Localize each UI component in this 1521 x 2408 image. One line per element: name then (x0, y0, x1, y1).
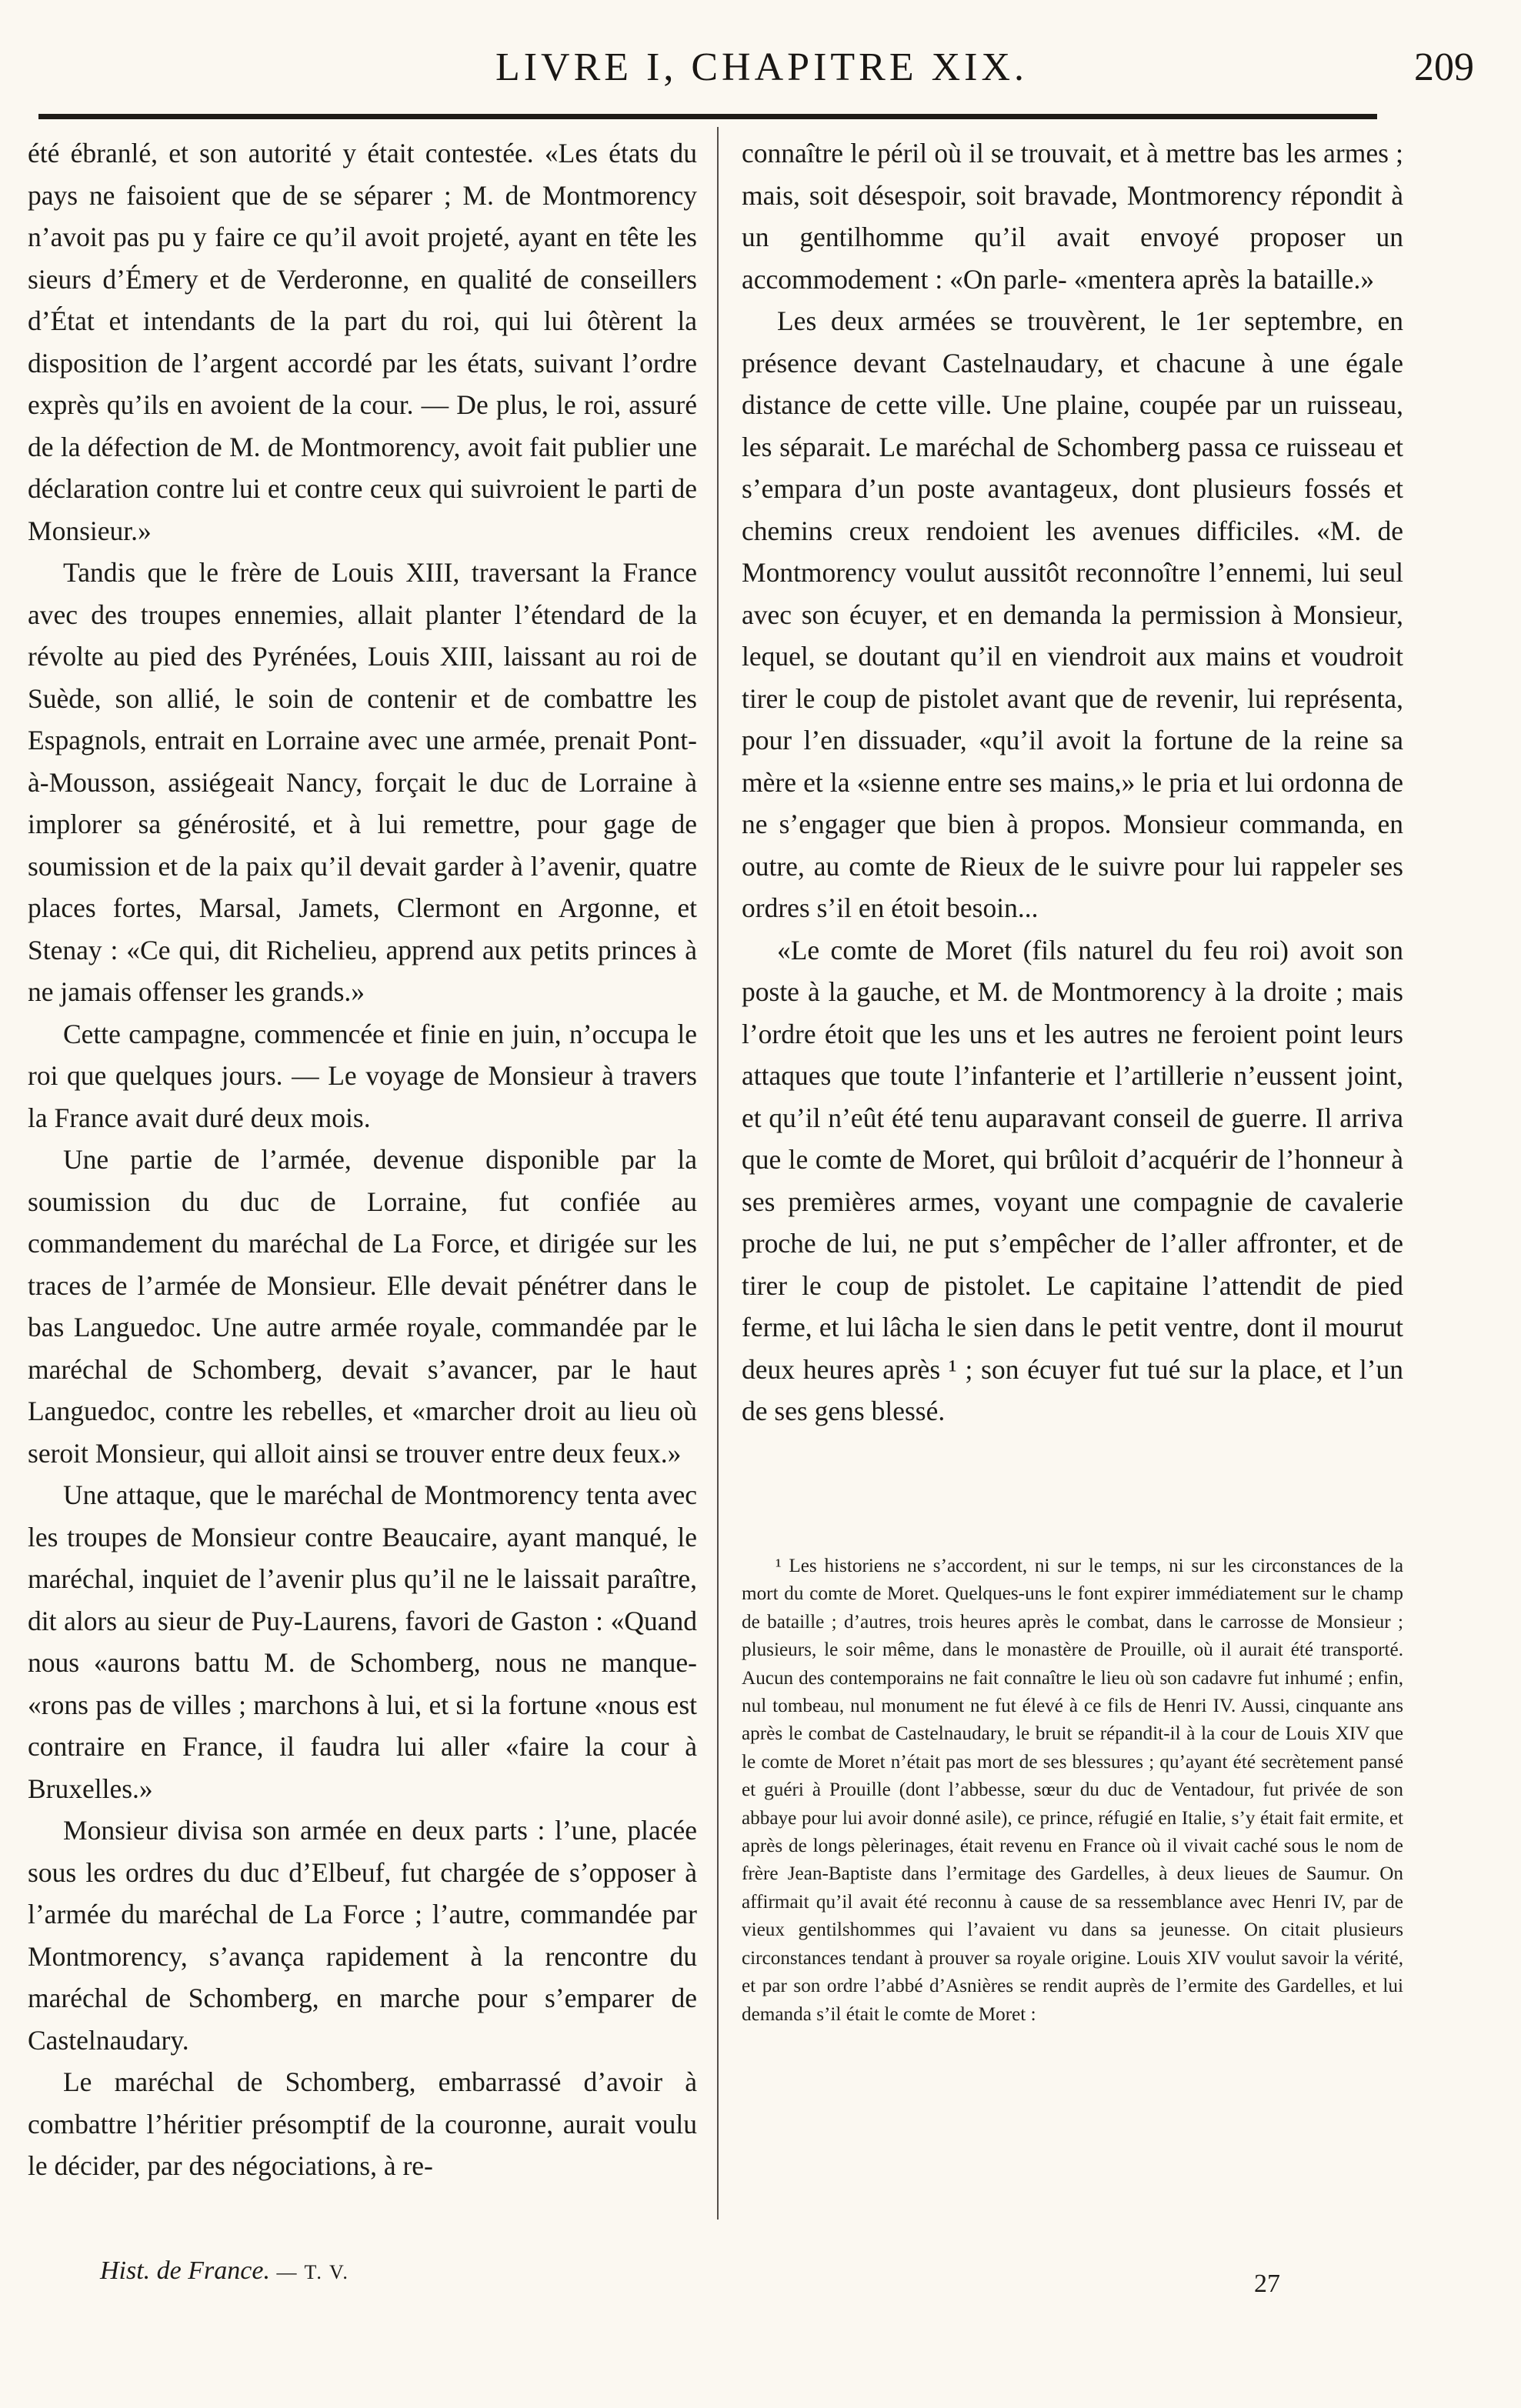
paragraph: été ébranlé, et son autorité y était contestée. «Les états du pays ne faisoient que de se séparer ; M. de Montmorency n’avoit pas pu y faire ce qu’il avoit projeté, ayant en tête les sieurs d’Émery et de Verderonne, en qualité de conseillers d’État et intendants de la part du roi, qui lui ôtèrent la disposition de l’argent accordé par les états, suivant l’ordre exprès qu’ils en avoient de la cour. — De plus, le roi, assuré de la défection de M. de Montmorency, avoit fait publier une déclaration contre lui et contre ceux qui suivroient le parti de Monsieur.» (28, 138, 697, 546)
paragraph: connaître le péril où il se trouvait, et à mettre bas les armes ; mais, soit désespoir, soit bravade, Montmorency répondit à un gentilhomme qu’il avait envoyé proposer un accommodement : «On parle- «mentera après la bataille.» (742, 138, 1403, 295)
paragraph: Tandis que le frère de Louis XIII, traversant la France avec des troupes ennemies, allait planter l’étendard de la révolte au pied des Pyrénées, Louis XIII, laissant au roi de Suède, son allié, le soin de contenir et de combattre les Espagnols, entrait en Lorraine avec une armée, prenait Pont-à-Mousson, assiégeait Nancy, forçait le duc de Lorraine à implorer sa générosité, et à lui remettre, pour gage de soumission et de la paix qu’il devait garder à l’avenir, quatre places fortes, Marsal, Jamets, Clermont en Argonne, et Stenay : «Ce qui, dit Richelieu, apprend aux petits princes à ne jamais offenser les grands.» (28, 557, 697, 1007)
paragraph: Cette campagne, commencée et finie en juin, n’occupa le roi que quelques jours. — Le voyage de Monsieur à travers la France avait duré deux mois. (28, 1018, 697, 1133)
printer-signature (100, 2256, 349, 2286)
left-column (28, 132, 697, 2187)
column-divider (717, 127, 719, 2220)
sheet-number: 27 (1254, 2270, 1280, 2298)
footnote: ¹ Les historiens ne s’accordent, ni sur le temps, ni sur les circonstances de la mort du comte de Moret. Quelques-uns le font expirer immédiatement sur le champ de bataille ; d’autres, trois heures après le combat, dans le carrosse de Monsieur ; plusieurs, le soir même, dans le monastère de Prouille, où il aurait été transporté. Aucun des contemporains ne fait connaître le lieu où son cadavre fut inhumé ; enfin, nul tombeau, nul monument ne fut élevé à ce fils de Henri IV. Aussi, cinquante ans après le combat de Castelnaudary, le bruit se répandit-il à la cour de Louis XIV que le comte de Moret n’était pas mort de ses blessures ; qu’ayant été secrètement pansé et guéri à Prouille (dont l’abbesse, sœur du duc de Ventadour, fut privée de son abbaye pour lui avoir donné asile), ce prince, réfugié en Italie, s’y était fait ermite, et après de longs pèlerinages, était revenu en France où il vivait caché sous le nom de frère Jean-Baptiste dans l’ermitage des Gardelles, à deux lieues de Saumur. On affirmait qu’il avait été reconnu à cause de sa ressemblance avec Henri IV, par de vieux gentilshommes qui l’avaient vu dans sa jeunesse. On citait plusieurs circonstances tendant à prouver sa royale origine. Louis XIV voulut savoir la vérité, et par son ordre l’abbé d’Asnières se rendit auprès de l’ermite des Gardelles, et lui demanda s’il était le comte de Moret : (742, 1556, 1403, 2025)
paragraph: Monsieur divisa son armée en deux parts : l’une, placée sous les ordres du duc d’Elbeuf, fut chargée de s’opposer à l’armée du maréchal de La Force ; l’autre, commandée par Montmorency, s’avança rapidement à la rencontre du maréchal de Schomberg, en marche pour s’emparer de Castelnaudary. (28, 1815, 697, 2056)
paragraph: Une attaque, que le maréchal de Montmorency tenta avec les troupes de Monsieur contre Beaucaire, ayant manqué, le maréchal, inquiet de l’avenir plus qu’il ne le laissait paraître, dit alors au sieur de Puy-Laurens, favori de Gaston : «Quand nous «aurons battu M. de Schomberg, nous ne manque- «rons pas de villes ; marchons à lui, et si la fortune «nous est contraire en France, il faudra lui aller «faire la cour à Bruxelles.» (28, 1479, 697, 1804)
page-number: 209 (1414, 45, 1474, 89)
running-header (38, 45, 1485, 106)
paragraph: «Le comte de Moret (fils naturel du feu roi) avoit son poste à la gauche, et M. de Montmorency à la droite ; mais l’ordre étoit que les uns et les autres ne feroient point leurs attaques que toute l’infanterie et l’artillerie n’eussent joint, et qu’il n’eût été tenu auparavant conseil de guerre. Il arriva que le comte de Moret, qui brûloit d’acquérir de l’honneur à ses premières armes, voyant une compagnie de cavalerie proche de lui, ne put s’empêcher de l’aller affronter, et de tirer le coup de pistolet. Le capitaine l’attendit de pied ferme, et lui lâcha le sien dans le petit ventre, dont il mourut deux heures après ¹ ; son écuyer fut tué sur la place, et l’un de ses gens blessé. (742, 934, 1403, 1426)
paragraph: Les deux armées se trouvèrent, le 1er septembre, en présence devant Castelnaudary, et chacune à une égale distance de cette ville. Une plaine, coupée par un ruisseau, les séparait. Le maréchal de Schomberg passa ce ruisseau et s’empara d’un poste avantageux, dont plusieurs fossés et chemins creux rendoient les avenues difficiles. «M. de Montmorency voulut aussitôt reconnoître l’ennemi, lui seul avec son écuyer, et en demanda la permission à Monsieur, lequel, se doutant qu’il en viendroit aux mains et voudroit tirer le coup de pistolet avant que de revenir, lui représenta, pour l’en dissuader, «qu’il avoit la fortune de la reine sa mère et la «sienne entre ses mains,» le pria et lui ordonna de ne s’engager que bien à propos. Monsieur commanda, en outre, au comte de Rieux de le suivre pour lui rappeler ses ordres s’il en étoit besoin... (742, 305, 1403, 923)
paragraph: Une partie de l’armée, devenue disponible par la soumission du duc de Lorraine, fut confiée au commandement du maréchal de La Force, et dirigée sur les traces de l’armée de Monsieur. Elle devait pénétrer dans le bas Languedoc. Une autre armée royale, commandée par le maréchal de Schomberg, devait s’avancer, par le haut Languedoc, contre les rebelles, et «marcher droit au lieu où seroit Monsieur, qui alloit ainsi se trouver entre deux feux.» (28, 1144, 697, 1469)
right-column (742, 132, 1403, 1432)
signature-work-title: Hist. de France. (100, 2256, 270, 2285)
chapter-title: LIVRE I, CHAPITRE XIX. (495, 45, 1029, 89)
signature-volume: — T. V. (276, 2261, 349, 2283)
header-rule (38, 114, 1377, 119)
paragraph: Le maréchal de Schomberg, embarrassé d’avoir à combattre l’héritier présomptif de la couronne, aurait voulu le décider, par des négociations, à re- (28, 2066, 697, 2181)
